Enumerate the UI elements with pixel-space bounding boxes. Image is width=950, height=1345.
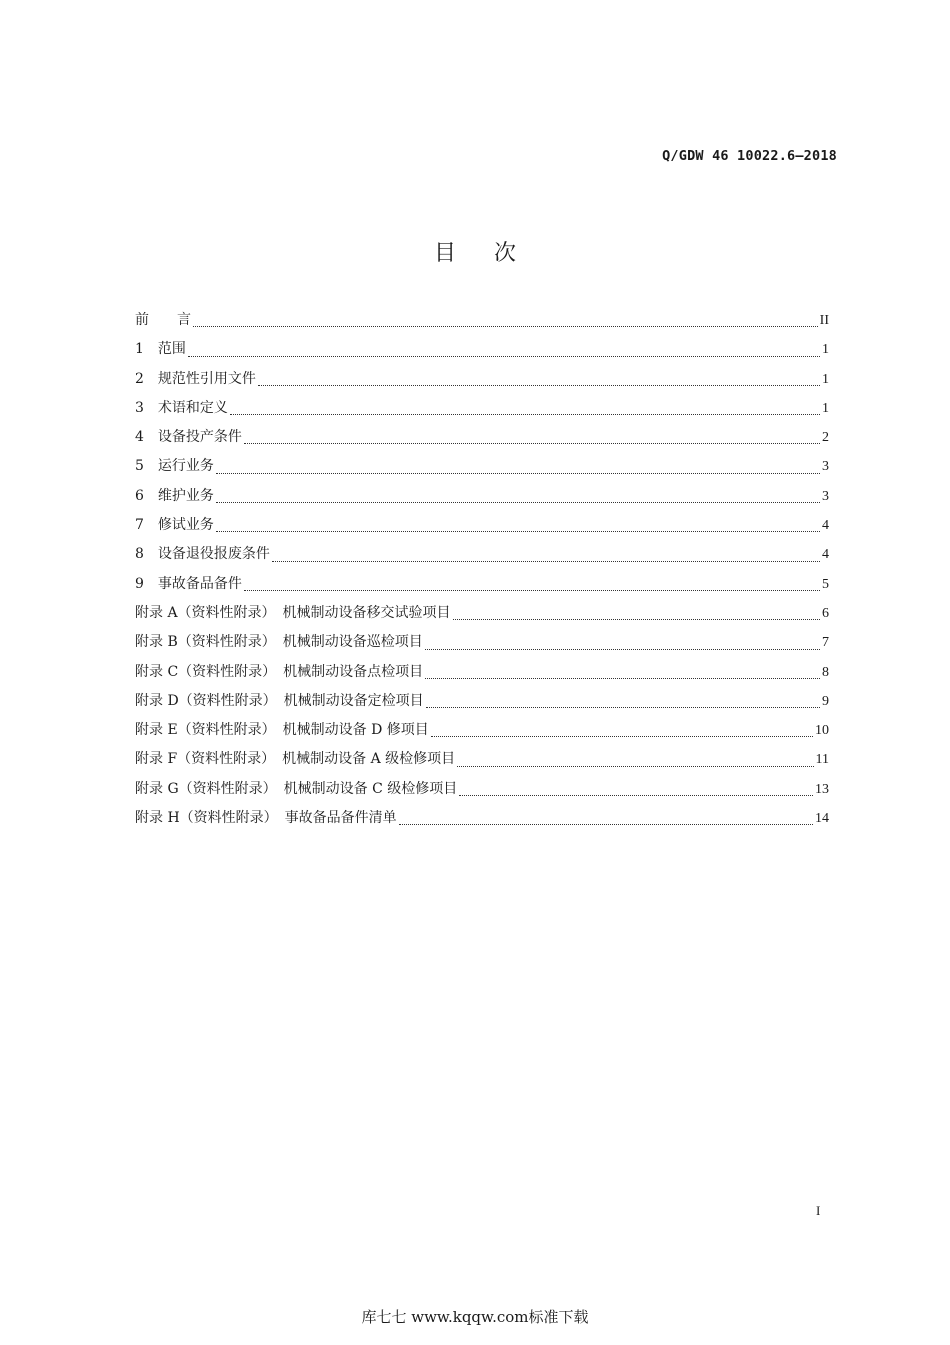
toc-list bbox=[135, 306, 829, 833]
toc-entry[interactable] bbox=[135, 716, 829, 745]
toc-dot-leader bbox=[216, 473, 820, 474]
toc-entry-label: 附录 G（资料性附录） 机械制动设备 C 级检修项目 bbox=[135, 780, 458, 797]
toc-entry-page: 10 bbox=[815, 723, 829, 739]
toc-entry-label: 6 维护业务 bbox=[135, 487, 214, 504]
toc-entry-page: 3 bbox=[822, 488, 829, 504]
toc-entry-label: 9 事故备品备件 bbox=[135, 575, 242, 592]
toc-entry-label: 附录 H（资料性附录） 事故备品备件清单 bbox=[135, 810, 397, 827]
toc-entry-page: II bbox=[819, 313, 829, 328]
toc-entry-label: 前 言 bbox=[135, 312, 191, 328]
toc-entry-page: 2 bbox=[822, 430, 829, 446]
toc-entry[interactable] bbox=[135, 570, 829, 599]
toc-entry-page: 5 bbox=[822, 576, 829, 592]
page-number: I bbox=[816, 1203, 821, 1218]
toc-entry-label: 2 规范性引用文件 bbox=[135, 370, 256, 387]
toc-entry-label: 附录 B（资料性附录） 机械制动设备巡检项目 bbox=[135, 634, 423, 651]
toc-entry[interactable] bbox=[135, 687, 829, 716]
toc-title bbox=[0, 236, 950, 267]
toc-entry[interactable] bbox=[135, 335, 829, 364]
toc-entry-page: 4 bbox=[822, 518, 829, 534]
toc-entry[interactable] bbox=[135, 775, 829, 804]
toc-dot-leader bbox=[258, 385, 820, 386]
toc-entry[interactable] bbox=[135, 804, 829, 833]
toc-title-part2: 次 bbox=[494, 241, 517, 266]
toc-entry-label: 附录 D（资料性附录） 机械制动设备定检项目 bbox=[135, 692, 424, 709]
toc-dot-leader bbox=[230, 414, 820, 415]
toc-entry-label: 附录 C（资料性附录） 机械制动设备点检项目 bbox=[135, 663, 424, 680]
toc-dot-leader bbox=[425, 649, 820, 650]
toc-entry-label: 8 设备退役报废条件 bbox=[135, 546, 270, 563]
toc-dot-leader bbox=[244, 443, 820, 444]
toc-entry-page: 6 bbox=[822, 605, 829, 621]
toc-entry[interactable] bbox=[135, 511, 829, 540]
toc-entry-label: 附录 A（资料性附录） 机械制动设备移交试验项目 bbox=[135, 604, 451, 621]
toc-dot-leader bbox=[272, 561, 820, 562]
toc-dot-leader bbox=[431, 736, 813, 737]
toc-dot-leader bbox=[193, 326, 818, 327]
toc-entry-page: 7 bbox=[822, 635, 829, 651]
toc-entry-label: 附录 E（资料性附录） 机械制动设备 D 修项目 bbox=[135, 722, 429, 739]
toc-entry-page: 13 bbox=[815, 781, 829, 797]
toc-entry[interactable] bbox=[135, 540, 829, 569]
toc-entry[interactable] bbox=[135, 394, 829, 423]
toc-entry-page: 11 bbox=[815, 752, 829, 768]
toc-entry-page: 1 bbox=[822, 400, 829, 416]
toc-entry-label: 4 设备投产条件 bbox=[135, 429, 242, 446]
toc-entry-page: 14 bbox=[815, 811, 829, 827]
footer-watermark: 库七七 www.kqqw.com标准下载 bbox=[361, 1308, 589, 1326]
toc-entry[interactable] bbox=[135, 599, 829, 628]
toc-dot-leader bbox=[459, 795, 813, 796]
toc-entry-label: 3 术语和定义 bbox=[135, 399, 228, 416]
toc-dot-leader bbox=[457, 766, 813, 767]
toc-title-part1: 目 bbox=[433, 241, 456, 266]
toc-entry[interactable] bbox=[135, 658, 829, 687]
toc-entry[interactable] bbox=[135, 452, 829, 481]
toc-entry[interactable] bbox=[135, 365, 829, 394]
toc-entry-page: 1 bbox=[822, 342, 829, 358]
toc-entry-page: 4 bbox=[822, 547, 829, 563]
toc-entry-label: 附录 F（资料性附录） 机械制动设备 A 级检修项目 bbox=[135, 751, 456, 768]
toc-dot-leader bbox=[216, 531, 820, 532]
toc-entry-label: 1 范围 bbox=[135, 341, 186, 358]
document-code: Q/GDW 46 10022.6—2018 bbox=[662, 148, 837, 164]
toc-entry-page: 8 bbox=[822, 664, 829, 680]
toc-entry[interactable] bbox=[135, 745, 829, 774]
toc-dot-leader bbox=[399, 824, 813, 825]
toc-dot-leader bbox=[426, 707, 820, 708]
toc-entry-page: 1 bbox=[822, 371, 829, 387]
toc-dot-leader bbox=[216, 502, 820, 503]
toc-entry[interactable] bbox=[135, 306, 829, 335]
toc-entry-label: 5 运行业务 bbox=[135, 458, 214, 475]
toc-dot-leader bbox=[453, 619, 820, 620]
toc-entry-page: 9 bbox=[822, 693, 829, 709]
toc-entry-label: 7 修试业务 bbox=[135, 517, 214, 534]
toc-entry[interactable] bbox=[135, 628, 829, 657]
toc-entry[interactable] bbox=[135, 423, 829, 452]
toc-dot-leader bbox=[188, 356, 820, 357]
toc-dot-leader bbox=[425, 678, 820, 679]
toc-entry[interactable] bbox=[135, 482, 829, 511]
toc-dot-leader bbox=[244, 590, 820, 591]
toc-entry-page: 3 bbox=[822, 459, 829, 475]
